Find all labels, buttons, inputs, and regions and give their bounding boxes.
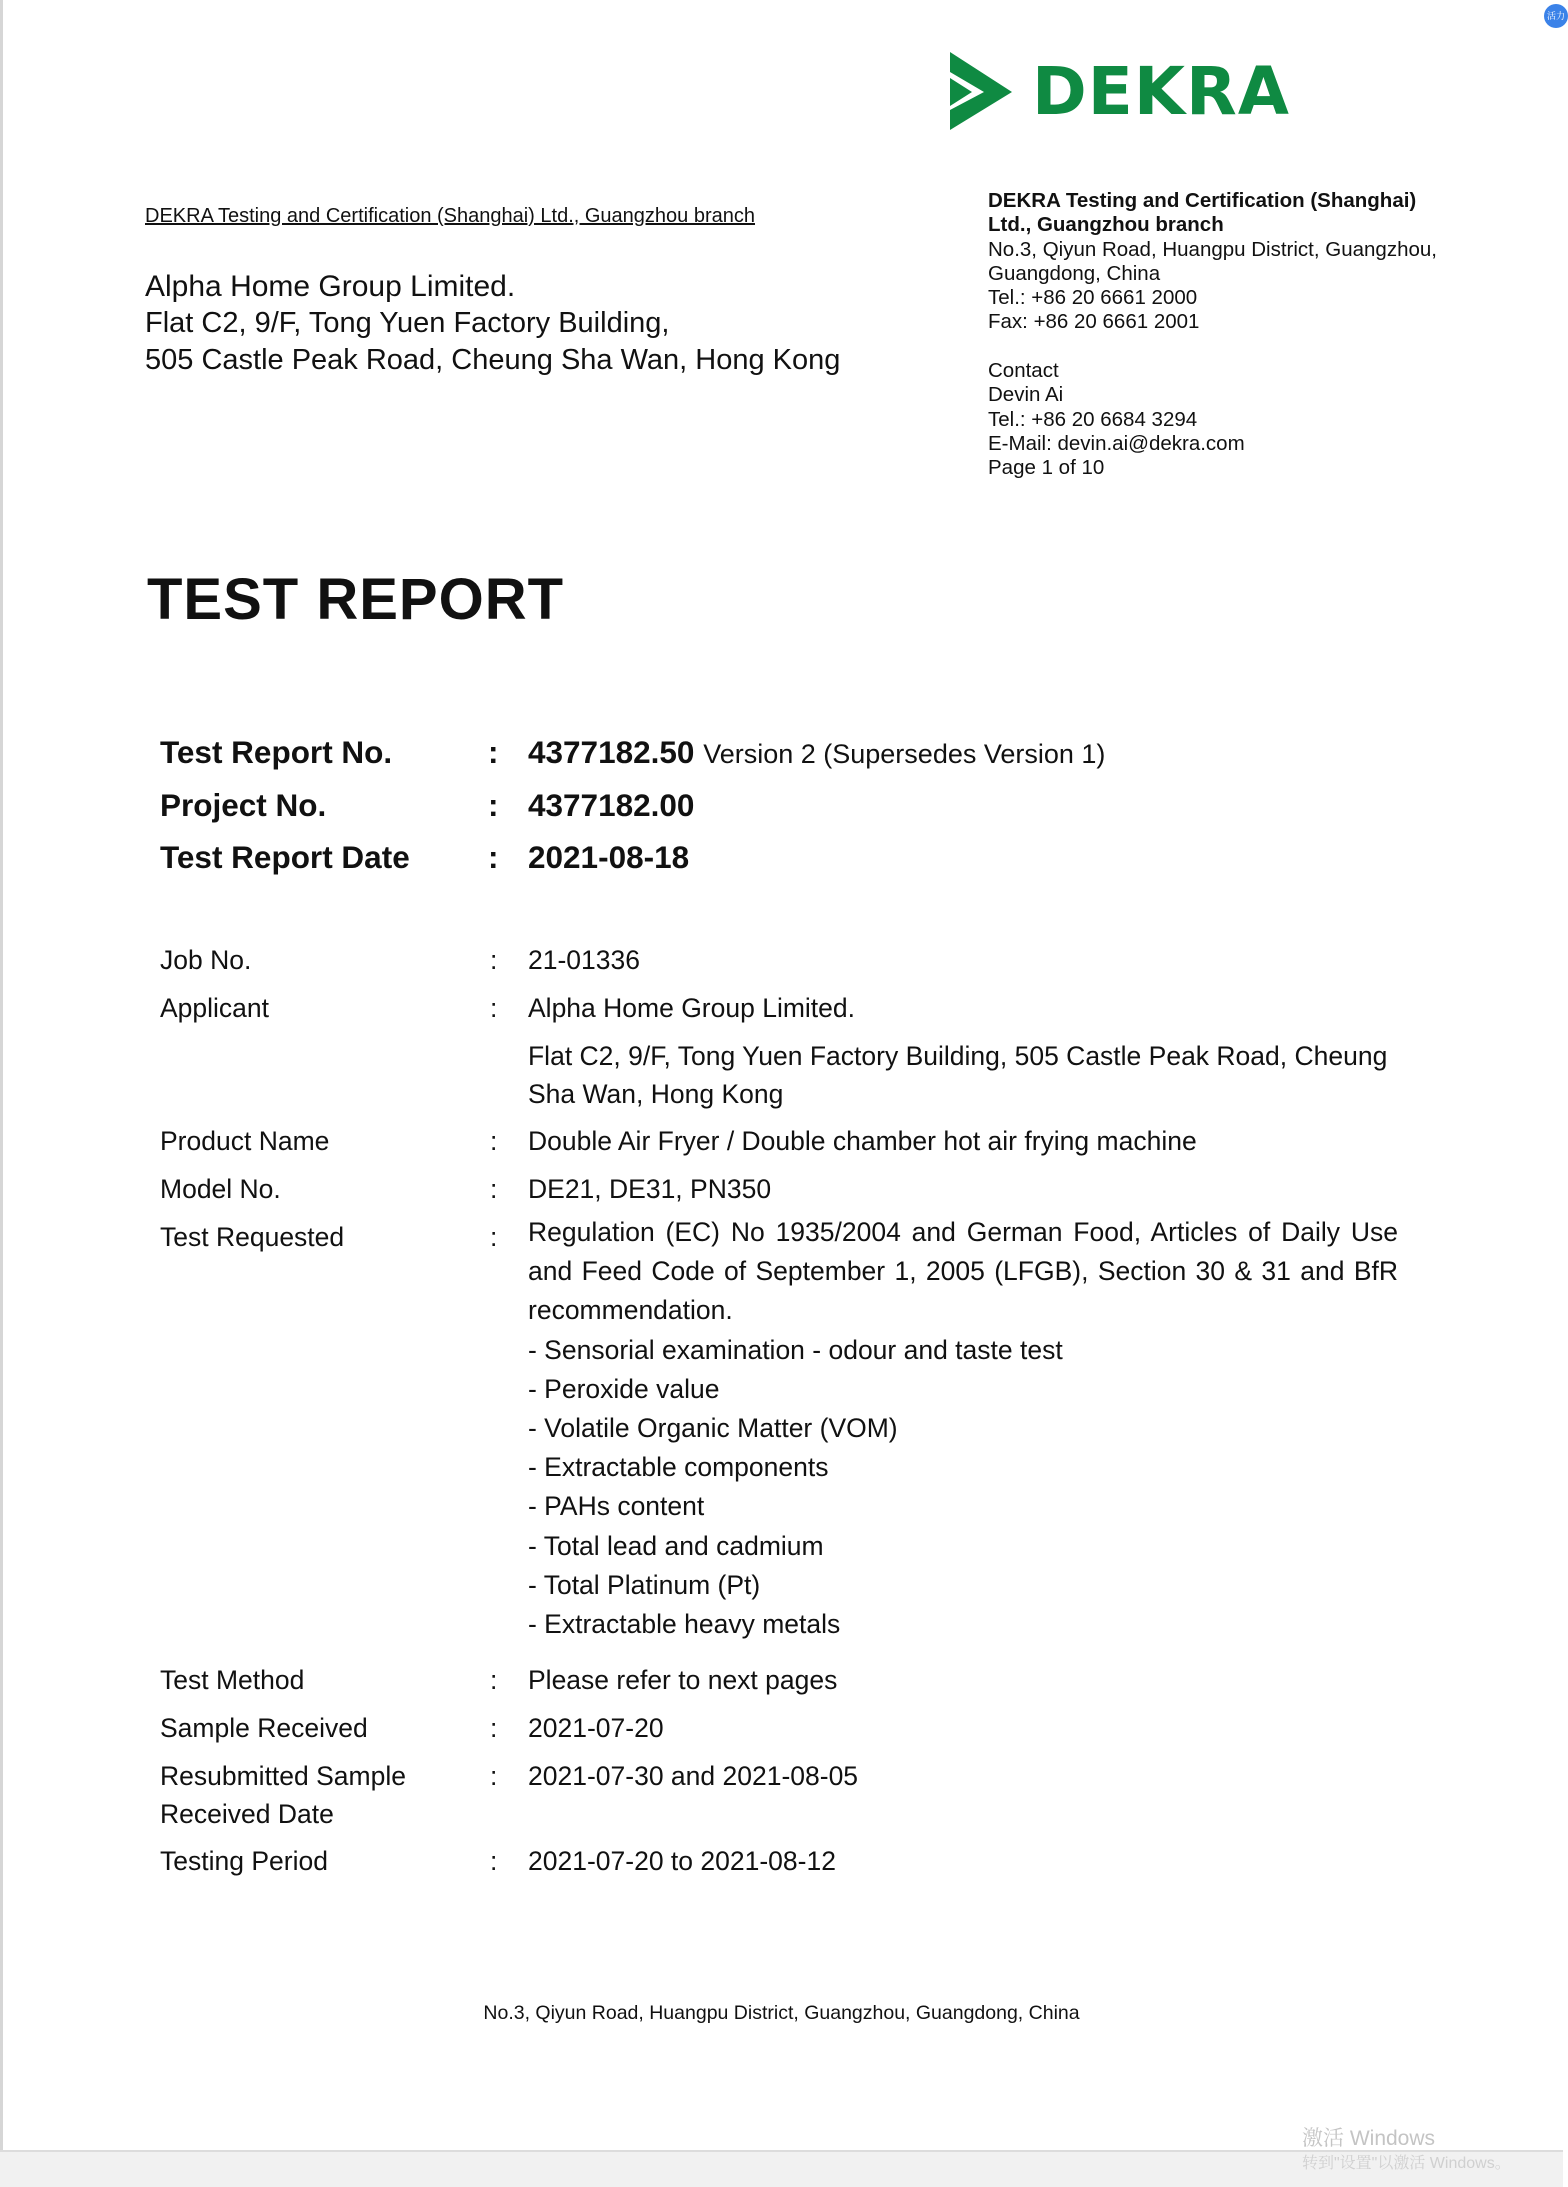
issuer-fax: Fax: +86 20 6661 2001 (988, 310, 1200, 334)
resubmitted-label-line-1: Resubmitted Sample (160, 1761, 406, 1791)
page-title: TEST REPORT (147, 567, 565, 632)
sample-received-label: Sample Received (160, 1713, 368, 1743)
recipient-address-line-2: 505 Castle Peak Road, Cheung Sha Wan, Hong Kong (145, 344, 841, 376)
report-date-label: Test Report Date (160, 839, 410, 875)
list-item: - Sensorial examination - odour and taste test (528, 1334, 1063, 1365)
job-no-value: 21-01336 (528, 945, 640, 975)
list-item: - Peroxide value (528, 1373, 720, 1404)
applicant-colon: : (490, 993, 498, 1023)
list-item: - Volatile Organic Matter (VOM) (528, 1413, 898, 1444)
job-no-colon: : (490, 945, 498, 975)
report-no-field (528, 734, 1105, 771)
windows-watermark-line-1: 激活 Windows (1302, 2127, 1436, 2150)
issuer-block (988, 189, 1437, 335)
testing-period-colon: : (490, 1846, 498, 1876)
list-item: - Total Platinum (Pt) (528, 1569, 761, 1600)
recipient-name: Alpha Home Group Limited. (145, 270, 516, 303)
project-no-value: 4377182.00 (528, 787, 695, 823)
report-no-value: 4377182.50 (528, 734, 695, 770)
applicant-name: Alpha Home Group Limited. (528, 993, 855, 1023)
resubmitted-colon: : (490, 1761, 498, 1791)
dekra-logo (946, 46, 1290, 136)
page-number: Page 1 of 10 (988, 456, 1105, 480)
list-item: - PAHs content (528, 1491, 705, 1522)
contact-person: Devin Ai (988, 383, 1064, 407)
issuer-address-line-2: Guangdong, China (988, 261, 1161, 285)
testing-period-label: Testing Period (160, 1846, 328, 1876)
issuer-tel: Tel.: +86 20 6661 2000 (988, 286, 1198, 310)
windows-watermark-line-2: 转到"设置"以激活 Windows。 (1302, 2155, 1511, 2172)
sender-line: DEKRA Testing and Certification (Shanghai) Ltd., Guangzhou branch (145, 205, 755, 227)
test-items-list (528, 1331, 1398, 1645)
report-version-note: Version 2 (Supersedes Version 1) (703, 739, 1106, 769)
test-method-label: Test Method (160, 1665, 305, 1695)
model-no-colon: : (490, 1174, 498, 1204)
resubmitted-label-line-2: Received Date (160, 1799, 334, 1829)
applicant-label: Applicant (160, 993, 270, 1023)
issuer-name-line-2: Ltd., Guangzhou branch (988, 213, 1224, 237)
page-footer: No.3, Qiyun Road, Huangpu District, Guangzhou, Guangdong, China (483, 2002, 1080, 2024)
test-requested-label: Test Requested (160, 1222, 345, 1252)
model-no-value: DE21, DE31, PN350 (528, 1174, 772, 1204)
recipient-address-block (145, 268, 840, 379)
sample-received-colon: : (490, 1713, 498, 1743)
contact-heading: Contact (988, 359, 1059, 382)
testing-period-value: 2021-07-20 to 2021-08-12 (528, 1846, 836, 1876)
issuer-address-line-1: No.3, Qiyun Road, Huangpu District, Guangzhou, (988, 237, 1437, 261)
test-method-value: Please refer to next pages (528, 1665, 838, 1695)
test-method-colon: : (490, 1665, 498, 1695)
contact-email: E-Mail: devin.ai@dekra.com (988, 431, 1245, 455)
report-no-label: Test Report No. (160, 734, 393, 770)
project-no-colon: : (488, 787, 499, 823)
contact-block (988, 359, 1245, 480)
page-left-edge (0, 0, 3, 2185)
list-item: - Extractable components (528, 1452, 829, 1483)
recipient-address-line-1: Flat C2, 9/F, Tong Yuen Factory Building, (145, 307, 670, 339)
resubmitted-sample-label (160, 1757, 406, 1833)
model-no-label: Model No. (160, 1174, 281, 1204)
product-name-colon: : (490, 1126, 498, 1156)
report-date-colon: : (488, 839, 499, 875)
report-no-colon: : (488, 734, 499, 770)
product-name-label: Product Name (160, 1126, 330, 1156)
test-requested-value (528, 1213, 1398, 1644)
contact-tel: Tel.: +86 20 6684 3294 (988, 407, 1198, 431)
resubmitted-value: 2021-07-30 and 2021-08-05 (528, 1761, 859, 1791)
corner-badge-icon[interactable]: 活力 (1544, 4, 1568, 28)
sample-received-value: 2021-07-20 (528, 1713, 664, 1743)
list-item: - Extractable heavy metals (528, 1609, 841, 1640)
list-item: - Total lead and cadmium (528, 1530, 824, 1561)
job-no-label: Job No. (160, 945, 252, 975)
product-name-value: Double Air Fryer / Double chamber hot air frying machine (528, 1126, 1197, 1156)
issuer-name-line-1: DEKRA Testing and Certification (Shanghai) (988, 189, 1417, 212)
dekra-arrow-logo-icon (946, 50, 1014, 132)
applicant-address: Flat C2, 9/F, Tong Yuen Factory Building, 505 Castle Peak Road, Cheung Sha Wan, Hong Kong (528, 1041, 1388, 1109)
dekra-logo-text: DEKRA (1032, 52, 1290, 130)
report-date-value: 2021-08-18 (528, 839, 690, 875)
project-no-label: Project No. (160, 787, 327, 823)
applicant-value (528, 989, 1398, 1113)
test-requested-colon: : (490, 1222, 498, 1252)
test-requested-intro: Regulation (EC) No 1935/2004 and German Food, Articles of Daily Use and Feed Code of September 1, 2005 (LFGB), Section 30 & 31 and BfR recommendation. (528, 1217, 1398, 1326)
